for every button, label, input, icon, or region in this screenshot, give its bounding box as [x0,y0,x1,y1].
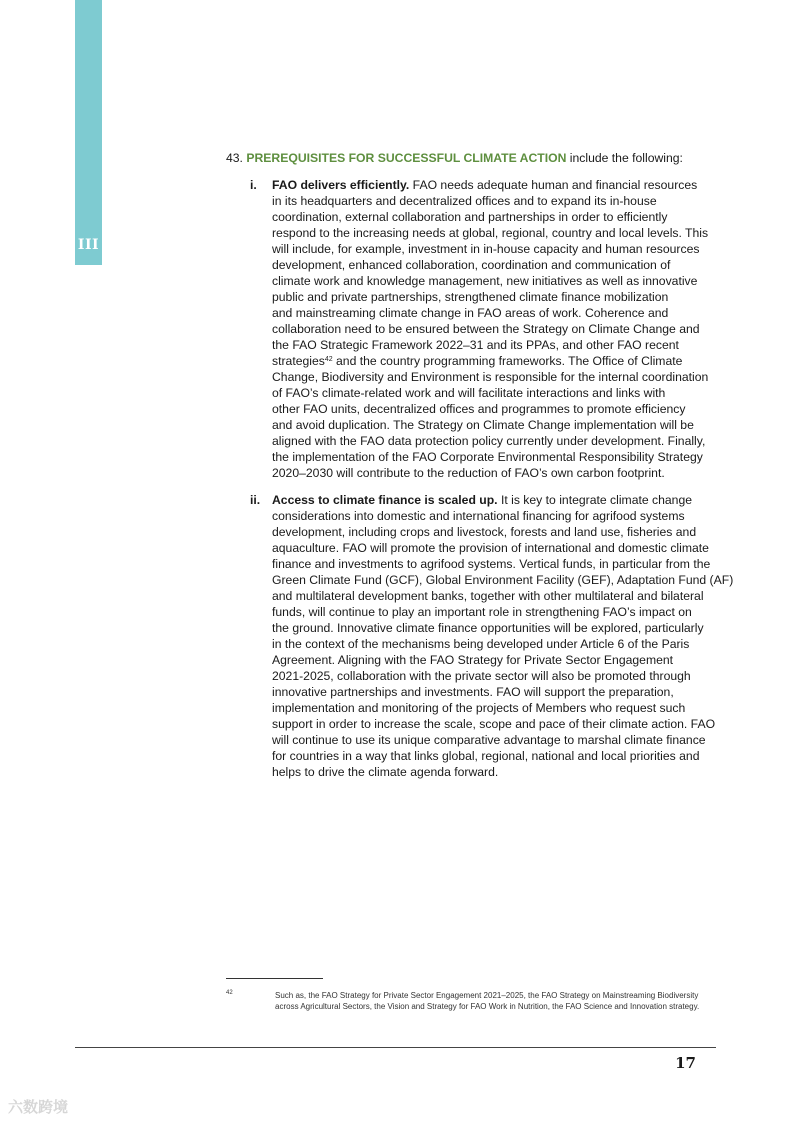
text-line: considerations into domestic and international financing for agrifood systems [272,509,685,523]
text-line: aligned with the FAO data protection policy currently under development. Finally, [272,434,706,448]
text-line: will include, for example, investment in in-house capacity and human resources [272,242,700,256]
item-lead: Access to climate finance is scaled up. [272,493,498,507]
text-line: innovative partnerships and investments. FAO will support the preparation, [272,685,674,699]
text-line: the FAO Strategic Framework 2022–31 and its PPAs, and other FAO recent [272,338,679,352]
list-item-body [272,492,734,780]
text-line: aquaculture. FAO will promote the provision of international and domestic climate [272,541,709,555]
text-line: support in order to increase the scale, scope and pace of their climate action. FAO [272,717,716,731]
text-line: the implementation of the FAO Corporate Environmental Responsibility Strategy [272,450,703,464]
paragraph-43-intro [226,150,726,166]
text-line: and avoid duplication. The Strategy on Climate Change implementation will be [272,418,694,432]
text-line: Access to climate finance is scaled up. It is key to integrate climate change [272,493,693,507]
text-line: the ground. Innovative climate finance opportunities will be explored, particularly [272,621,704,635]
text-line: respond to the increasing needs at global, regional, country and local levels. This [272,226,709,240]
watermark-logo: 六数跨境 [8,1099,69,1116]
text-line: development, enhanced collaboration, coordination and communication of [272,258,671,272]
text-line: of FAO’s climate-related work and will facilitate interactions and links with [272,386,666,400]
text-line: will continue to use its unique comparative advantage to marshal climate finance [272,733,706,747]
text-line: Agreement. Aligning with the FAO Strategy for Private Sector Engagement [272,653,674,667]
text-line: collaboration need to be ensured between the Strategy on Climate Change and [272,322,700,336]
text-line: development, including crops and livestock, forests and land use, fisheries and [272,525,697,539]
text-line: other FAO units, decentralized offices and programmes to promote efficiency [272,402,686,416]
paragraph-heading: PREREQUISITES FOR SUCCESSFUL CLIMATE ACTION [246,151,567,165]
text-line: for countries in a way that links global, regional, national and local priorities and [272,749,700,763]
chapter-side-tab [75,0,102,265]
paragraph-intro-rest: include the following: [566,151,683,165]
chapter-label: III [77,237,100,253]
text-line: 2020–2030 will contribute to the reduction of FAO’s own carbon footprint. [272,466,665,480]
text-line: in the context of the mechanisms being developed under Article 6 of the Paris [272,637,690,651]
footnote-number: 42 [226,990,233,996]
text-line: coordination, external collaboration and partnerships in order to efficiently [272,210,668,224]
text-line: implementation and monitoring of the projects of Members who request such [272,701,686,715]
list-marker: i. [250,178,257,192]
text-line: funds, will continue to play an important role in strengthening FAO’s impact on [272,605,692,619]
text-line: finance and investments to agrifood systems. Vertical funds, in particular from the [272,557,711,571]
text-line: in its headquarters and decentralized offices and to expand its in-house [272,194,657,208]
footer-divider [75,1047,716,1048]
footnote-text: Such as, the FAO Strategy for Private Sector Engagement 2021–2025, the FAO Strategy on Mainstreaming Biodiversity across Agricultural Sectors, the Vision and Strategy for FAO Work in Nutrition, the FAO Science and Innovation strategy. [275,991,700,1011]
text-line: strategies$^{42}$ and the country programming frameworks. The Office of Climate [272,354,683,368]
paragraph-number: 43. [226,151,243,165]
item-lead: FAO delivers efficiently. [272,178,410,192]
text-line: climate work and knowledge management, new initiatives as well as innovative [272,274,698,288]
text-line: FAO delivers efficiently. FAO needs adequate human and financial resources [272,178,698,192]
text-line: Green Climate Fund (GCF), Global Environment Facility (GEF), Adaptation Fund (AF) [272,573,734,587]
footnote-reference[interactable]: 42 [324,356,333,363]
list-marker: ii. [250,493,261,507]
text-line: Change, Biodiversity and Environment is responsible for the internal coordination [272,370,709,384]
page-number: 17 [675,1054,696,1072]
text-line: and multilateral development banks, together with other multilateral and bilateral [272,589,704,603]
list-item-body [272,177,720,481]
text-line: helps to drive the climate agenda forward. [272,765,499,779]
footnote-divider [226,978,323,979]
text-line: and mainstreaming climate change in FAO areas of work. Coherence and [272,306,669,320]
text-line: 2021-2025, collaboration with the private sector will also be promoted through [272,669,691,683]
text-line: public and private partnerships, strengthened climate finance mobilization [272,290,669,304]
